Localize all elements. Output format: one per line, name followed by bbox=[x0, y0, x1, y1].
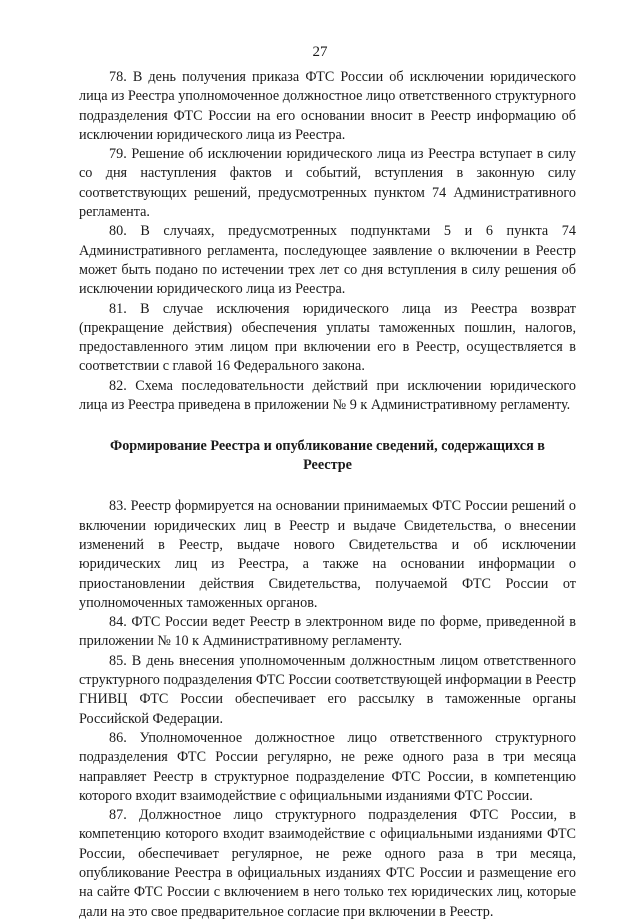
paragraph-87: 87. Должностное лицо структурного подразделения ФТС России, в компетенцию которого входит взаимодействие с официальными изданиями ФТС России, обеспечивает регулярное, не реже одного раза в три месяца, опубликование Реестра в официальных изданиях ФТС России и размещение его на сайте ФТС России с включением в него только тех юридических лиц, которые дали на это свое предварительное согласие при включении в Реестр. bbox=[79, 807, 576, 920]
paragraph-83: 83. Реестр формируется на основании принимаемых ФТС России решений о включении юридических лиц в Реестр и выдаче Свидетельства, о внесении изменений в Реестр, выдаче нового Свидетельства и об исключении юридических лиц из Реестра, а также на основании информации о приостановлении действия Свидетельства, получаемой ФТС России от уполномоченных таможенных органов. bbox=[79, 498, 576, 611]
paragraph-78: 78. В день получения приказа ФТС России об исключении юридического лица из Реестра уполномоченное должностное лицо ответственного структурного подразделения ФТС России на его основании вносит в Реестр информацию об исключении юридического лица из Реестра. bbox=[79, 69, 576, 143]
document-body bbox=[79, 68, 576, 922]
paragraph-86: 86. Уполномоченное должностное лицо ответственного структурного подразделения ФТС России регулярно, не реже одного раза в три месяца направляет Реестр в структурное подразделение ФТС России, в компетенцию которого входит взаимодействие с официальными изданиями ФТС России. bbox=[79, 729, 576, 804]
paragraph-84: 84. ФТС России ведет Реестр в электронном виде по форме, приведенной в приложении № 10 к Административному регламенту. bbox=[79, 614, 576, 650]
section-heading: Формирование Реестра и опубликование сведений, содержащихся в Реестре bbox=[110, 438, 545, 474]
paragraph-85: 85. В день внесения уполномоченным должностным лицом ответственного структурного подразделения ФТС России соответствующей информации в Реестр ГНИВЦ ФТС России обеспечивает его рассылку в таможенные органы Российской Федерации. bbox=[79, 652, 576, 727]
paragraph-81: 81. В случае исключения юридического лица из Реестра возврат (прекращение действия) обеспечения уплаты таможенных пошлин, налогов, предоставленного этим лицом при включении его в Реестр, осуществляется в соответствии с главой 16 Федерального закона. bbox=[79, 300, 576, 375]
paragraph-80: 80. В случаях, предусмотренных подпунктами 5 и 6 пункта 74 Административного регламента, последующее заявление о включении в Реестр может быть подано по истечении трех лет со дня вступления в силу решения об исключении юридического лица из Реестра. bbox=[79, 223, 576, 298]
paragraph-82: 82. Схема последовательности действий при исключении юридического лица из Реестра приведена в приложении № 9 к Административному регламенту. bbox=[79, 377, 576, 414]
page-number: 27 bbox=[312, 44, 328, 60]
paragraph-79: 79. Решение об исключении юридического лица из Реестра вступает в силу со дня наступления фактов и событий, вступления в законную силу соответствующих решений, предусмотренных пунктом 74 Административного регламента. bbox=[79, 146, 576, 221]
